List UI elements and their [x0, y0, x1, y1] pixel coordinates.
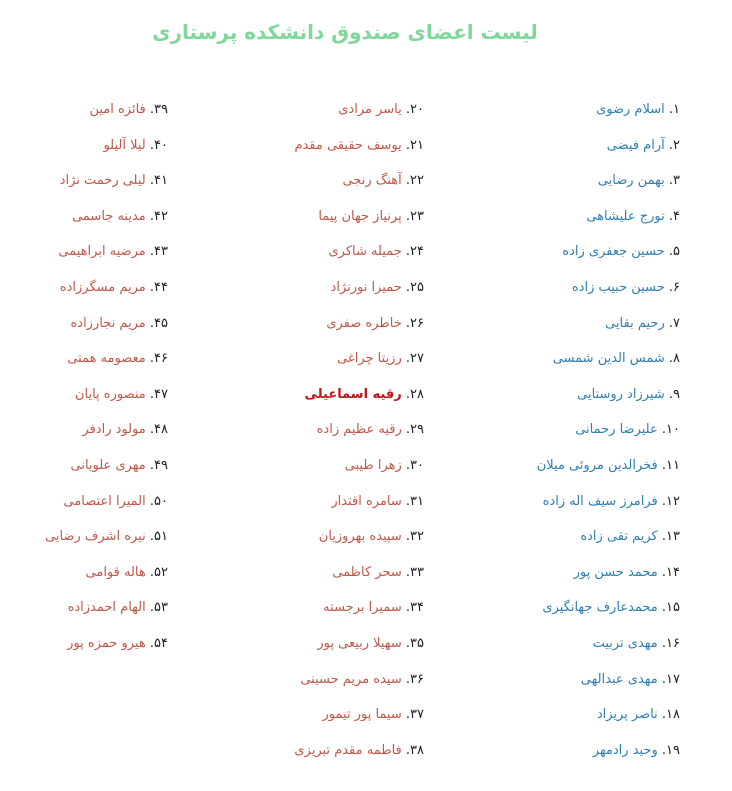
item-number: ۲۰.	[405, 102, 424, 117]
list-item	[264, 306, 424, 342]
member-name: هیرو حمزه پور	[67, 635, 146, 651]
member-name: زهرا طیبی	[344, 457, 402, 473]
member-name: مرضیه ابراهیمی	[58, 244, 146, 260]
member-name: بهمن رضایی	[597, 173, 665, 189]
member-name: وحید رادمهر	[592, 742, 658, 758]
member-name: مدینه جاسمی	[72, 208, 146, 224]
item-number: ۳۱.	[405, 493, 424, 509]
member-name: محمد حسن پور	[573, 564, 658, 580]
list-item	[18, 306, 168, 342]
item-number: ۴.	[668, 208, 680, 224]
list-item	[480, 590, 680, 626]
item-number: ۵.	[668, 244, 680, 260]
member-name: مولود رادفر	[82, 422, 146, 438]
item-number: ۴۴.	[149, 279, 168, 295]
member-name: سیده مریم حسینی	[300, 671, 402, 687]
list-item	[264, 662, 424, 698]
list-item	[18, 92, 168, 128]
item-number: ۳۵.	[405, 635, 424, 651]
member-name: فرامرز سیف اله زاده	[542, 493, 658, 509]
item-number: ۱۹.	[661, 742, 680, 758]
item-number: ۲۴.	[405, 244, 424, 260]
item-number: ۱۳.	[661, 529, 680, 545]
list-item	[18, 377, 168, 413]
member-name: شیرزاد روستایی	[577, 386, 665, 402]
item-number: ۴۸.	[149, 422, 168, 438]
item-number: ۴۰.	[149, 137, 168, 153]
item-number: ۲.	[668, 137, 680, 153]
member-name: فائزه امین	[89, 102, 146, 117]
list-item	[264, 412, 424, 448]
item-number: ۳۸.	[405, 742, 424, 758]
members-column-2	[264, 92, 424, 768]
members-column-1	[480, 92, 680, 768]
item-number: ۳۹.	[149, 102, 168, 117]
list-item	[264, 519, 424, 555]
list-item	[18, 234, 168, 270]
list-item	[480, 555, 680, 591]
member-name: سمیرا برجسته	[323, 600, 402, 616]
list-item	[480, 377, 680, 413]
list-item	[18, 199, 168, 235]
item-number: ۵۴.	[149, 635, 168, 651]
list-item	[480, 306, 680, 342]
list-item	[18, 163, 168, 199]
list-item	[264, 92, 424, 128]
list-item	[480, 519, 680, 555]
list-item	[264, 163, 424, 199]
item-number: ۱۱.	[661, 457, 680, 473]
member-name: پرنیاز جهان پیما	[318, 208, 402, 224]
item-number: ۳.	[668, 173, 680, 189]
list-item	[480, 733, 680, 769]
member-name: ناصر پریزاد	[596, 707, 658, 723]
list-item	[264, 484, 424, 520]
list-item	[264, 199, 424, 235]
item-number: ۵۱.	[149, 529, 168, 545]
member-name: فخرالدین مروئی میلان	[536, 457, 658, 473]
list-item	[480, 484, 680, 520]
item-number: ۲۳.	[405, 208, 424, 224]
item-number: ۳۳.	[405, 564, 424, 580]
item-number: ۳۰.	[405, 457, 424, 473]
list-item	[480, 412, 680, 448]
item-number: ۱۶.	[661, 635, 680, 651]
item-number: ۵۲.	[149, 564, 168, 580]
member-name: فاطمه مقدم تبریزی	[294, 742, 402, 758]
list-item	[264, 448, 424, 484]
member-name: سپیده بهروزیان	[318, 529, 402, 545]
member-name: رحیم بقایی	[605, 315, 665, 331]
list-item	[264, 590, 424, 626]
item-number: ۲۷.	[405, 351, 424, 367]
list-item	[264, 733, 424, 769]
member-name: رزیتا چراغی	[337, 351, 402, 367]
list-item	[18, 448, 168, 484]
member-name: سیما پور تیمور	[322, 707, 402, 723]
item-number: ۲۸.	[405, 386, 424, 402]
list-item	[18, 519, 168, 555]
list-item	[480, 199, 680, 235]
item-number: ۴۶.	[149, 351, 168, 367]
item-number: ۲۵.	[405, 279, 424, 295]
member-name: مهدی تربیت	[592, 635, 658, 651]
page-title: لیست اعضای صندوق دانشکده پرستاری	[152, 20, 538, 44]
member-name: هاله قوامی	[85, 564, 146, 580]
member-name: حسین حبیب زاده	[571, 279, 665, 295]
list-item	[18, 270, 168, 306]
item-number: ۴۷.	[149, 386, 168, 402]
item-number: ۴۱.	[149, 173, 168, 189]
list-item	[264, 234, 424, 270]
item-number: ۴۲.	[149, 208, 168, 224]
list-item	[480, 163, 680, 199]
item-number: ۳۷.	[405, 707, 424, 723]
item-number: ۲۲.	[405, 173, 424, 189]
member-name: علیرضا رحمانی	[575, 422, 658, 438]
list-item	[264, 697, 424, 733]
member-name: کریم تقی زاده	[580, 529, 658, 545]
member-name: الهام احمدزاده	[67, 600, 146, 616]
member-name: مریم مسگرزاده	[59, 279, 146, 295]
list-item	[18, 590, 168, 626]
member-name: اسلام رضوی	[596, 102, 665, 117]
item-number: ۱۵.	[661, 600, 680, 616]
member-name: یوسف حقیقی مقدم	[294, 137, 402, 153]
list-item	[480, 341, 680, 377]
member-name: سامره اقتدار	[331, 493, 402, 509]
list-item	[264, 555, 424, 591]
list-item	[18, 626, 168, 662]
item-number: ۳۲.	[405, 529, 424, 545]
list-item	[264, 377, 424, 413]
member-name: حسین جعفری زاده	[562, 244, 665, 260]
member-name: لیلا آلیلو	[103, 137, 146, 153]
member-name: جمیله شاکری	[328, 244, 402, 260]
member-name: آهنگ رنجی	[342, 173, 402, 189]
member-name: رقیه اسماعیلی	[304, 386, 402, 402]
list-item	[480, 128, 680, 164]
item-number: ۶.	[668, 279, 680, 295]
item-number: ۲۹.	[405, 422, 424, 438]
list-item	[264, 128, 424, 164]
list-item	[18, 128, 168, 164]
item-number: ۲۱.	[405, 137, 424, 153]
member-name: مهدی عبدالهی	[580, 671, 658, 687]
member-name: شمس الدین شمسی	[552, 351, 665, 367]
list-item	[264, 270, 424, 306]
member-name: لیلی رحمت نژاد	[59, 173, 146, 189]
list-item	[480, 270, 680, 306]
item-number: ۲۶.	[405, 315, 424, 331]
item-number: ۸.	[668, 351, 680, 367]
item-number: ۹.	[668, 386, 680, 402]
list-item	[480, 662, 680, 698]
member-name: حمیرا نورنژاد	[330, 279, 402, 295]
list-item	[480, 92, 680, 128]
member-name: مریم نجارزاده	[70, 315, 146, 331]
member-name: معصومه همتی	[67, 351, 146, 367]
item-number: ۳۶.	[405, 671, 424, 687]
item-number: ۱۰.	[661, 422, 680, 438]
list-item	[18, 484, 168, 520]
item-number: ۳۴.	[405, 600, 424, 616]
item-number: ۵۳.	[149, 600, 168, 616]
list-item	[480, 626, 680, 662]
list-item	[264, 341, 424, 377]
list-item	[480, 448, 680, 484]
item-number: ۱۷.	[661, 671, 680, 687]
member-name: سهیلا ربیعی پور	[317, 635, 402, 651]
member-name: مهری علویانی	[70, 457, 146, 473]
member-name: منصوره پایان	[74, 386, 146, 402]
item-number: ۱۸.	[661, 707, 680, 723]
member-name: نیره اشرف رضایی	[45, 529, 146, 545]
item-number: ۴۵.	[149, 315, 168, 331]
list-item	[264, 626, 424, 662]
list-item	[18, 412, 168, 448]
item-number: ۴۹.	[149, 457, 168, 473]
item-number: ۱۲.	[661, 493, 680, 509]
member-name: سحر کاظمی	[332, 564, 402, 580]
member-name: تورج علیشاهی	[586, 208, 665, 224]
item-number: ۷.	[668, 315, 680, 331]
list-item	[18, 341, 168, 377]
item-number: ۵۰.	[149, 493, 168, 509]
member-name: خاطره صفری	[326, 315, 402, 331]
item-number: ۱.	[668, 102, 680, 117]
members-column-3	[18, 92, 168, 662]
member-name: رقیه عظیم زاده	[316, 422, 402, 438]
list-item	[480, 697, 680, 733]
member-name: المیرا اعتصامی	[63, 493, 146, 509]
member-name: آرام فیضی	[606, 137, 665, 153]
member-name: یاسر مرادی	[338, 102, 402, 117]
item-number: ۱۴.	[661, 564, 680, 580]
member-name: محمدعارف جهانگیری	[542, 600, 658, 616]
list-item	[18, 555, 168, 591]
list-item	[480, 234, 680, 270]
item-number: ۴۳.	[149, 244, 168, 260]
